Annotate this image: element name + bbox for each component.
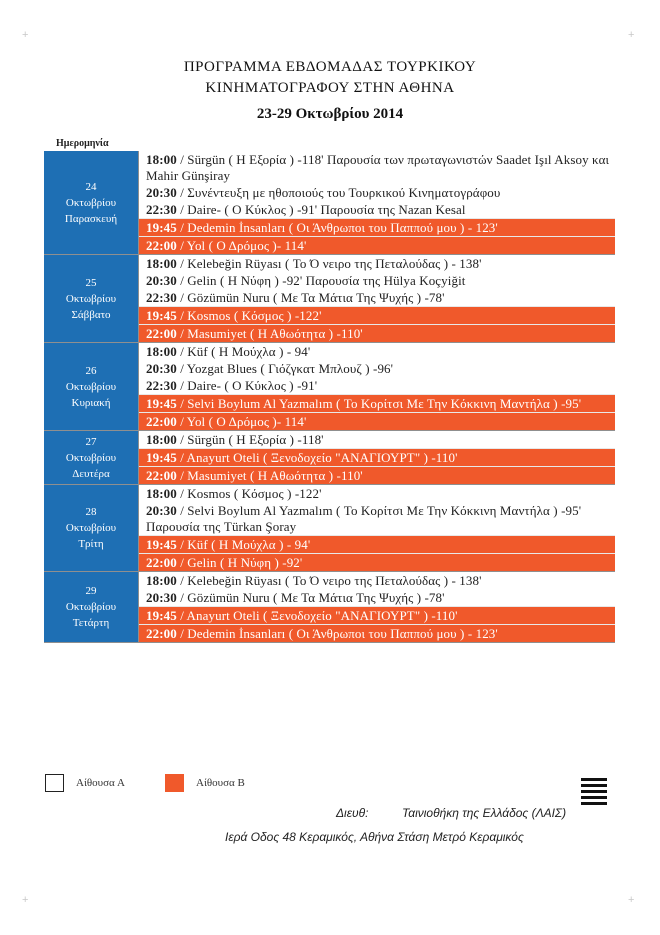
- day-date-cell: [44, 343, 139, 430]
- screening-row: [139, 236, 615, 254]
- day-weekday: Κυριακή: [71, 396, 111, 409]
- day-num: 28: [85, 506, 97, 518]
- screening-row: [139, 255, 615, 272]
- screening-title: / Gözümün Nuru ( Με Τα Μάτια Της Ψυχής ) -78': [176, 290, 445, 305]
- screening-title: / Anayurt Oteli ( Ξενοδοχείο "ΑΝΑΓΙΟΥΡΤ" ) -110': [176, 450, 458, 465]
- venue-name: Ταινιοθήκη της Ελλάδος (ΛΑΙΣ): [402, 806, 567, 820]
- screening-row: [139, 289, 615, 306]
- screening-time: 22:00: [146, 326, 177, 341]
- screening-time: 19:45: [146, 608, 177, 623]
- screening-row: [139, 343, 615, 360]
- day-num: 27: [85, 435, 97, 448]
- screening-time: 18:00: [146, 256, 177, 271]
- screening-time: 22:30: [146, 290, 177, 305]
- screening-title: / Yol ( Ο Δρόμος )- 114': [176, 414, 307, 429]
- screening-time: 19:45: [146, 450, 177, 465]
- day-month: Οκτωβρίου: [65, 196, 117, 209]
- day-events: [139, 151, 615, 254]
- day-events: [139, 255, 615, 342]
- day-month: Οκτωβρίου: [65, 292, 117, 305]
- screening-row: [139, 377, 615, 394]
- day-row: [44, 151, 615, 255]
- day-weekday: Τρίτη: [78, 538, 104, 550]
- screening-time: 18:00: [146, 486, 177, 501]
- screening-time: 22:00: [146, 626, 177, 641]
- screening-title: / Küf ( Η Μούχλα ) - 94': [176, 344, 311, 359]
- screening-row: [139, 624, 615, 642]
- page-title-line1: ΠΡΟΓΡΑΜΜΑ ΕΒΔΟΜΑΔΑΣ ΤΟΥΡΚΙΚΟΥ: [183, 59, 477, 75]
- screening-row: [139, 412, 615, 430]
- day-events: [139, 343, 615, 430]
- screening-title: / Masumiyet ( Η Αθωότητα ) -110': [176, 326, 363, 341]
- day-date-cell: [44, 572, 139, 642]
- day-row: [44, 572, 615, 643]
- day-month: Οκτωβρίου: [65, 601, 117, 613]
- screening-title: / Anayurt Oteli ( Ξενοδοχείο "ΑΝΑΓΙΟΥΡΤ" ) -110': [176, 608, 458, 623]
- schedule-table: [44, 151, 615, 643]
- screening-time: 19:45: [146, 220, 177, 235]
- screening-title: / Kelebeğin Rüyası ( Το Ό νειρο της Πεταλούδας ) - 138': [176, 256, 482, 271]
- screening-row: [139, 502, 615, 535]
- screening-time: 18:00: [146, 432, 177, 447]
- screening-time: 22:30: [146, 378, 177, 393]
- day-num: 25: [85, 276, 97, 289]
- day-num: 29: [85, 585, 97, 597]
- cinematheque-logo-icon: [581, 778, 607, 808]
- screening-time: 19:45: [146, 537, 177, 552]
- screening-title: / Küf ( Η Μούχλα ) - 94': [176, 537, 311, 552]
- day-month: Οκτωβρίου: [65, 380, 117, 393]
- day-date-cell: [44, 151, 139, 254]
- screening-row: [139, 606, 615, 624]
- screening-title: / Yozgat Blues ( Γιόζγκατ Μπλουζ ) -96': [176, 361, 394, 376]
- day-num: 24: [85, 180, 97, 193]
- screening-row: [139, 218, 615, 236]
- screening-title: / Sürgün ( Η Εξορία ) -118' Παρουσία των πρωταγωνιστών Saadet Işıl Aksoy και Mahir Günşiray: [146, 152, 610, 183]
- legend-hall-a-label: Αίθουσα Α: [76, 777, 125, 789]
- screening-time: 20:30: [146, 273, 177, 288]
- screening-row: [139, 589, 615, 606]
- day-month: Οκτωβρίου: [65, 451, 117, 464]
- crop-mark: +: [22, 29, 29, 41]
- day-date-cell: [44, 485, 139, 571]
- page-title-line2: ΚΙΝΗΜΑΤΟΓΡΑΦΟΥ ΣΤΗΝ ΑΘΗΝΑ: [205, 80, 455, 96]
- screening-row: [139, 324, 615, 342]
- screening-title: / Daire- ( Ο Κύκλος ) -91': [176, 378, 318, 393]
- day-row: [44, 255, 615, 343]
- screening-row: [139, 553, 615, 571]
- screening-time: 19:45: [146, 396, 177, 411]
- screening-time: 22:00: [146, 555, 177, 570]
- day-date-cell: [44, 431, 139, 484]
- screening-time: 19:45: [146, 308, 177, 323]
- legend-hall-b: [165, 774, 245, 792]
- screening-title: / Gözümün Nuru ( Με Τα Μάτια Της Ψυχής ) -78': [176, 590, 445, 605]
- screening-row: [139, 535, 615, 553]
- page-title-dates: 23-29 Οκτωβρίου 2014: [256, 106, 404, 122]
- screening-title: / Sürgün ( Η Εξορία ) -118': [176, 432, 324, 447]
- legend-hall-b-label: Αίθουσα Β: [196, 777, 245, 789]
- day-row: [44, 431, 615, 485]
- day-events: [139, 572, 615, 642]
- screening-time: 22:00: [146, 468, 177, 483]
- screening-row: [139, 201, 615, 218]
- screening-row: [139, 306, 615, 324]
- screening-title: / Selvi Boylum Al Yazmalım ( Το Κορίτσι Με Την Κόκκινη Μαντήλα ) -95' Παρουσία της Türkan Şoray: [146, 503, 582, 534]
- screening-title: / Selvi Boylum Al Yazmalım ( Το Κορίτσι Με Την Κόκκινη Μαντήλα ) -95': [176, 396, 582, 411]
- hall-b-swatch: [165, 774, 184, 792]
- day-num: 26: [85, 364, 97, 377]
- screening-title: / Kosmos ( Κόσμος ) -122': [176, 308, 322, 323]
- screening-title: / Gelin ( Η Νύφη ) -92': [176, 555, 303, 570]
- cinematheque-logo: [581, 778, 607, 811]
- screening-time: 22:30: [146, 202, 177, 217]
- screening-time: 18:00: [146, 344, 177, 359]
- screening-time: 18:00: [146, 152, 177, 167]
- screening-row: [139, 448, 615, 466]
- day-row: [44, 343, 615, 431]
- day-weekday: Δευτέρα: [72, 467, 110, 480]
- screening-time: 22:00: [146, 238, 177, 253]
- day-row: [44, 485, 615, 572]
- screening-row: [139, 431, 615, 448]
- screening-time: 20:30: [146, 361, 177, 376]
- screening-title: / Gelin ( Η Νύφη ) -92' Παρουσία της Hülya Koçyiğit: [176, 273, 466, 288]
- day-events: [139, 485, 615, 571]
- screening-row: [139, 485, 615, 502]
- day-weekday: Σάββατο: [71, 308, 111, 321]
- screening-title: / Masumiyet ( Η Αθωότητα ) -110': [176, 468, 363, 483]
- screening-title: / Yol ( Ο Δρόμος )- 114': [176, 238, 307, 253]
- screening-row: [139, 184, 615, 201]
- screening-row: [139, 272, 615, 289]
- screening-row: [139, 394, 615, 412]
- screening-time: 20:30: [146, 185, 177, 200]
- day-weekday: Παρασκευή: [64, 212, 118, 225]
- screening-time: 18:00: [146, 573, 177, 588]
- screening-title: / Dedemin İnsanları ( Οι Άνθρωποι του Παππού μου ) - 123': [176, 220, 498, 235]
- screening-title: / Kelebeğin Rüyası ( Το Ό νειρο της Πεταλούδας ) - 138': [176, 573, 482, 588]
- screening-row: [139, 466, 615, 484]
- day-weekday: Τετάρτη: [72, 617, 110, 629]
- crop-mark: +: [628, 894, 635, 906]
- screening-row: [139, 151, 615, 184]
- screening-row: [139, 572, 615, 589]
- date-column-header: Ημερομηνία: [56, 138, 109, 149]
- legend-hall-a: [45, 774, 125, 792]
- day-events: [139, 431, 615, 484]
- address-label: Διευθ:: [336, 806, 369, 820]
- screening-time: 22:00: [146, 414, 177, 429]
- hall-a-swatch: [45, 774, 64, 792]
- screening-title: / Dedemin İnsanları ( Οι Άνθρωποι του Παππού μου ) - 123': [176, 626, 498, 641]
- screening-title: / Daire- ( Ο Κύκλος ) -91' Παρουσία της Nazan Kesal: [176, 202, 466, 217]
- venue-address: Ιερά Οδος 48 Κεραμικός, Αθήνα Στάση Μετρό Κεραμικός: [225, 830, 524, 844]
- day-month: Οκτωβρίου: [65, 522, 117, 534]
- screening-title: / Συνέντευξη με ηθοποιούς του Τουρκικού Κινηματογράφου: [176, 185, 501, 200]
- screening-row: [139, 360, 615, 377]
- crop-mark: +: [22, 894, 29, 906]
- day-date-cell: [44, 255, 139, 342]
- screening-time: 20:30: [146, 503, 177, 518]
- screening-time: 20:30: [146, 590, 177, 605]
- screening-title: / Kosmos ( Κόσμος ) -122': [176, 486, 322, 501]
- crop-mark: +: [628, 29, 635, 41]
